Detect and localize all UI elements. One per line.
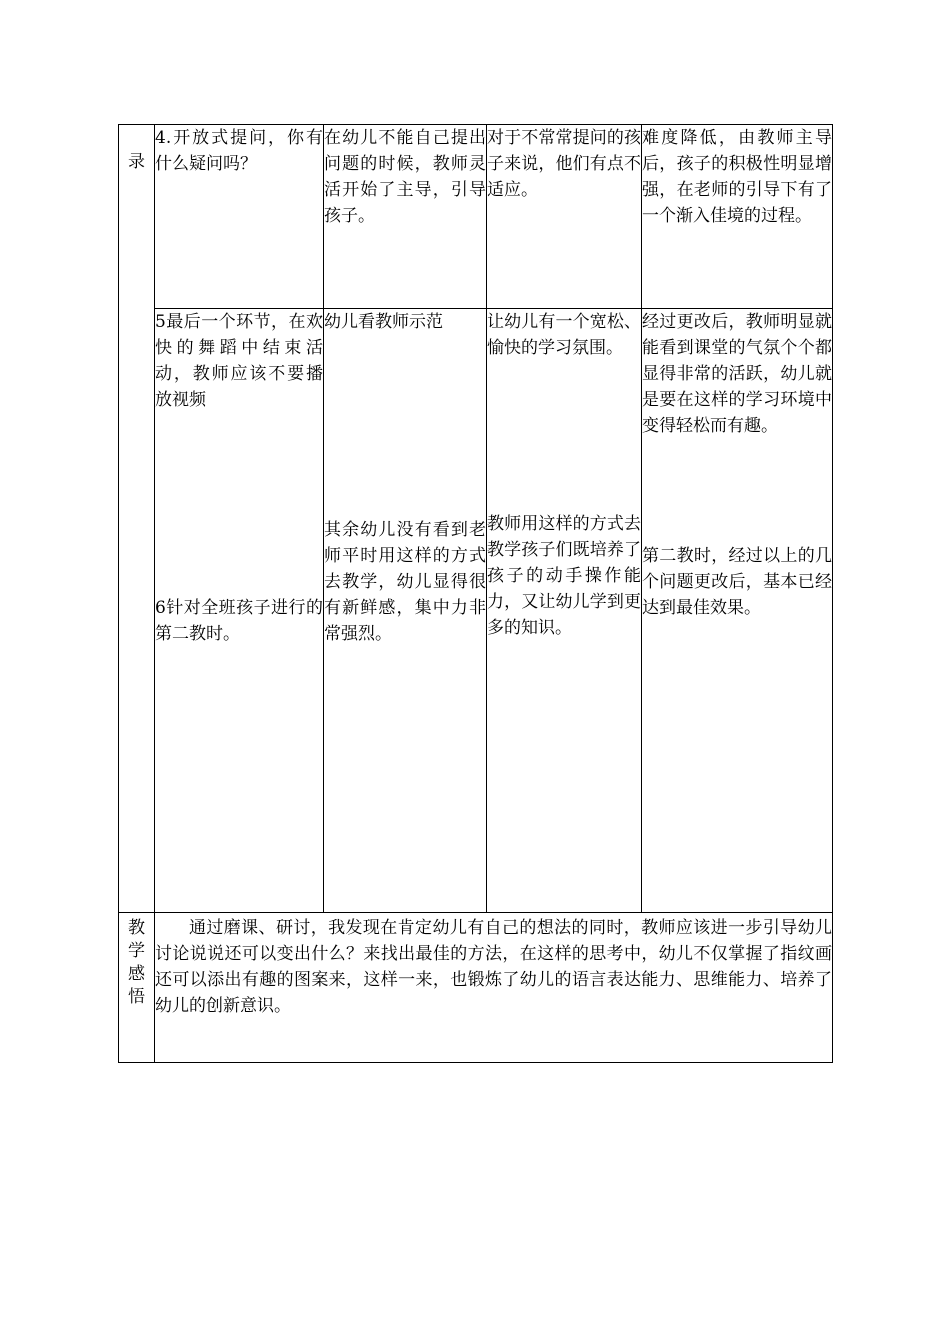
record-table	[118, 124, 833, 1063]
table-row	[119, 913, 833, 1063]
effect-text: 经过更改后，教师明显就能看到课堂的气氛个个都显得非常的活跃，幼儿就是要在这样的学习环境中变得轻松而有趣。	[642, 312, 832, 436]
reflection-label	[119, 913, 154, 1009]
effect-cell	[642, 309, 833, 913]
reflection-label-char: 悟	[128, 987, 145, 1007]
behavior-text: 在幼儿不能自己提出问题的时候，教师灵活开始了主导，引导孩子。	[324, 128, 486, 226]
step-text: 4.开放式提问，你有什么疑问吗？	[155, 128, 323, 174]
table-row	[119, 309, 833, 913]
reflection-label-cell	[119, 913, 155, 1063]
analysis-text: 让幼儿有一个宽松、愉快的学习氛围。	[487, 312, 641, 358]
behavior-cell	[324, 125, 487, 309]
behavior-cell	[324, 309, 487, 913]
effect-text: 第二教时，经过以上的几个问题更改后，基本已经达到最佳效果。	[642, 546, 832, 618]
step-cell	[155, 309, 324, 913]
step-cell	[155, 125, 324, 309]
analysis-text: 教师用这样的方式去教学孩子们既培养了孩子的动手操作能力，又让幼儿学到更多的知识。	[487, 514, 641, 638]
reflection-label-char: 学	[128, 941, 145, 961]
step-text: 5最后一个环节，在欢快的舞蹈中结束活动，教师应该不要播放视频	[155, 312, 323, 410]
analysis-cell	[487, 125, 642, 309]
reflection-label-char: 感	[128, 964, 145, 984]
table-row	[119, 125, 833, 309]
record-label-cell	[119, 125, 155, 913]
effect-text: 难度降低，由教师主导后，孩子的积极性明显增强，在老师的引导下有了一个渐入佳境的过程。	[642, 128, 832, 226]
reflection-text: 通过磨课、研讨，我发现在肯定幼儿有自己的想法的同时，教师应该进一步引导幼儿讨论说说还可以变出什么？来找出最佳的方法，在这样的思考中，幼儿不仅掌握了指纹画还可以添出有趣的图案来，这样一来，也锻炼了幼儿的语言表达能力、思维能力、培养了幼儿的创新意识。	[155, 918, 832, 1016]
record-label: 录	[128, 152, 145, 172]
behavior-text: 其余幼儿没有看到老师平时用这样的方式去教学，幼儿显得很有新鲜感，集中力非常强烈。	[324, 520, 486, 644]
step-text: 6针对全班孩子进行的第二教时。	[155, 598, 323, 644]
reflection-cell	[155, 913, 833, 1063]
analysis-text: 对于不常常提问的孩子来说，他们有点不适应。	[487, 128, 641, 200]
behavior-text: 幼儿看教师示范	[324, 312, 443, 332]
analysis-cell	[487, 309, 642, 913]
effect-cell	[642, 125, 833, 309]
reflection-label-char: 教	[128, 918, 145, 938]
